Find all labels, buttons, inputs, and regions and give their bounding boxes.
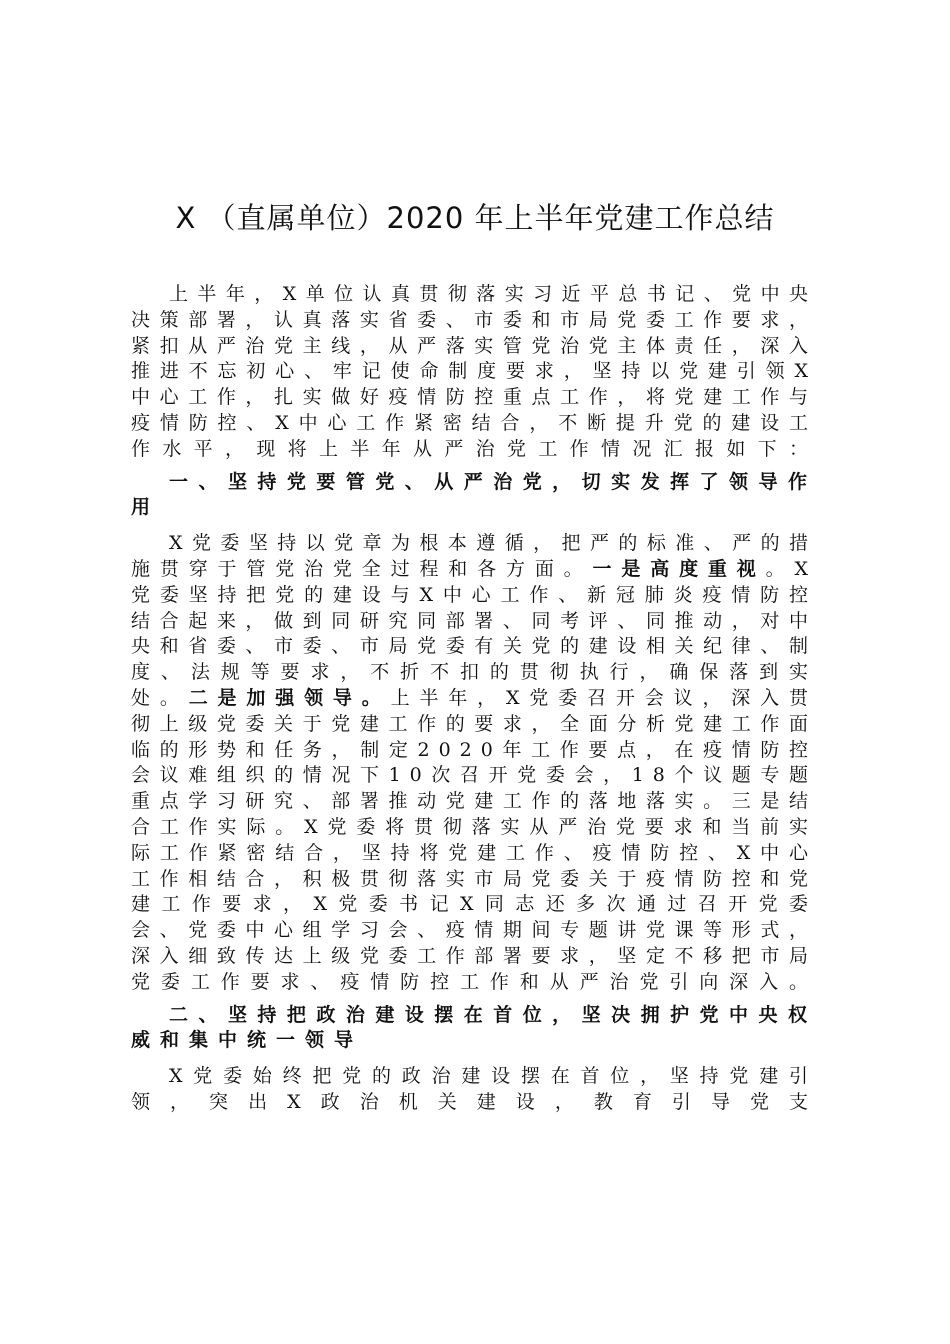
section-1-heading: 一、坚持党要管党、从严治党，切实发挥了领导作用	[131, 470, 817, 519]
section-1-point-2-label: 二是加强领导。	[188, 686, 391, 709]
document-body	[131, 282, 817, 1116]
section-2-paragraph	[131, 1064, 817, 1116]
section-1-paragraph	[131, 531, 817, 995]
section-2-text: X党委始终把党的政治建设摆在首位，坚持党建引领，突出X政治机关建设，教育引导党支	[131, 1065, 817, 1113]
intro-text: 上半年，X单位认真贯彻落实习近平总书记、党中央决策部署，认真落实省委、市委和市局党委工作要求，紧扣从严治党主线，从严落实管党治党主体责任，深入推进不忘初心、牢记使命制度要求，坚持以党建引领X中心工作，扎实做好疫情防控重点工作，将党建工作与疫情防控、X中心工作紧密结合，不断提升党的建设工作水平，现将上半年从严治党工作情况汇报如下：	[131, 283, 817, 460]
section-2-heading: 二、坚持把政治建设摆在首位，坚决拥护党中央权威和集中统一领导	[131, 1003, 817, 1052]
document-title: X （直属单位）2020 年上半年党建工作总结	[175, 201, 775, 235]
section-1-lead: X党委坚持以党章为根本遵循，把严的标准、严的措施贯穿于管党治党全过程和各方面。	[131, 532, 817, 580]
section-1-point-2-text: 上半年，X党委召开会议，深入贯彻上级党委关于党建工作的要求，全面分析党建工作面临的形势和任务，制定2020年工作要点，在疫情防控会议难组织的情况下10次召开党委会，18个议题专题重点学习研究、部署推动党建工作的落地落实。三是结合工作实际。X党委将贯彻落实从严治党要求和当前实际工作紧密结合，坚持将党建工作、疫情防控、X中心工作相结合，积极贯彻落实市局党委关于疫情防控和党建工作要求，X党委书记X同志还多次通过召开党委会、党委中心组学习会、疫情期间专题讲党课等形式，深入细致传达上级党委工作部署要求，坚定不移把市局党委工作要求、疫情防控工作和从严治党引向深入。	[131, 686, 817, 993]
section-1-point-1-label: 一是高度重视	[592, 557, 766, 580]
section-1-point-1-text: 。X党委坚持把党的建设与X中心工作、新冠肺炎疫情防控结合起来，做到同研究同部署、同考评、同推动，对中央和省委、市委、市局党委有关党的建设相关纪律、制度、法规等要求，不折不扣的贯彻执行，确保落到实处。	[131, 557, 817, 709]
intro-paragraph	[131, 282, 817, 463]
